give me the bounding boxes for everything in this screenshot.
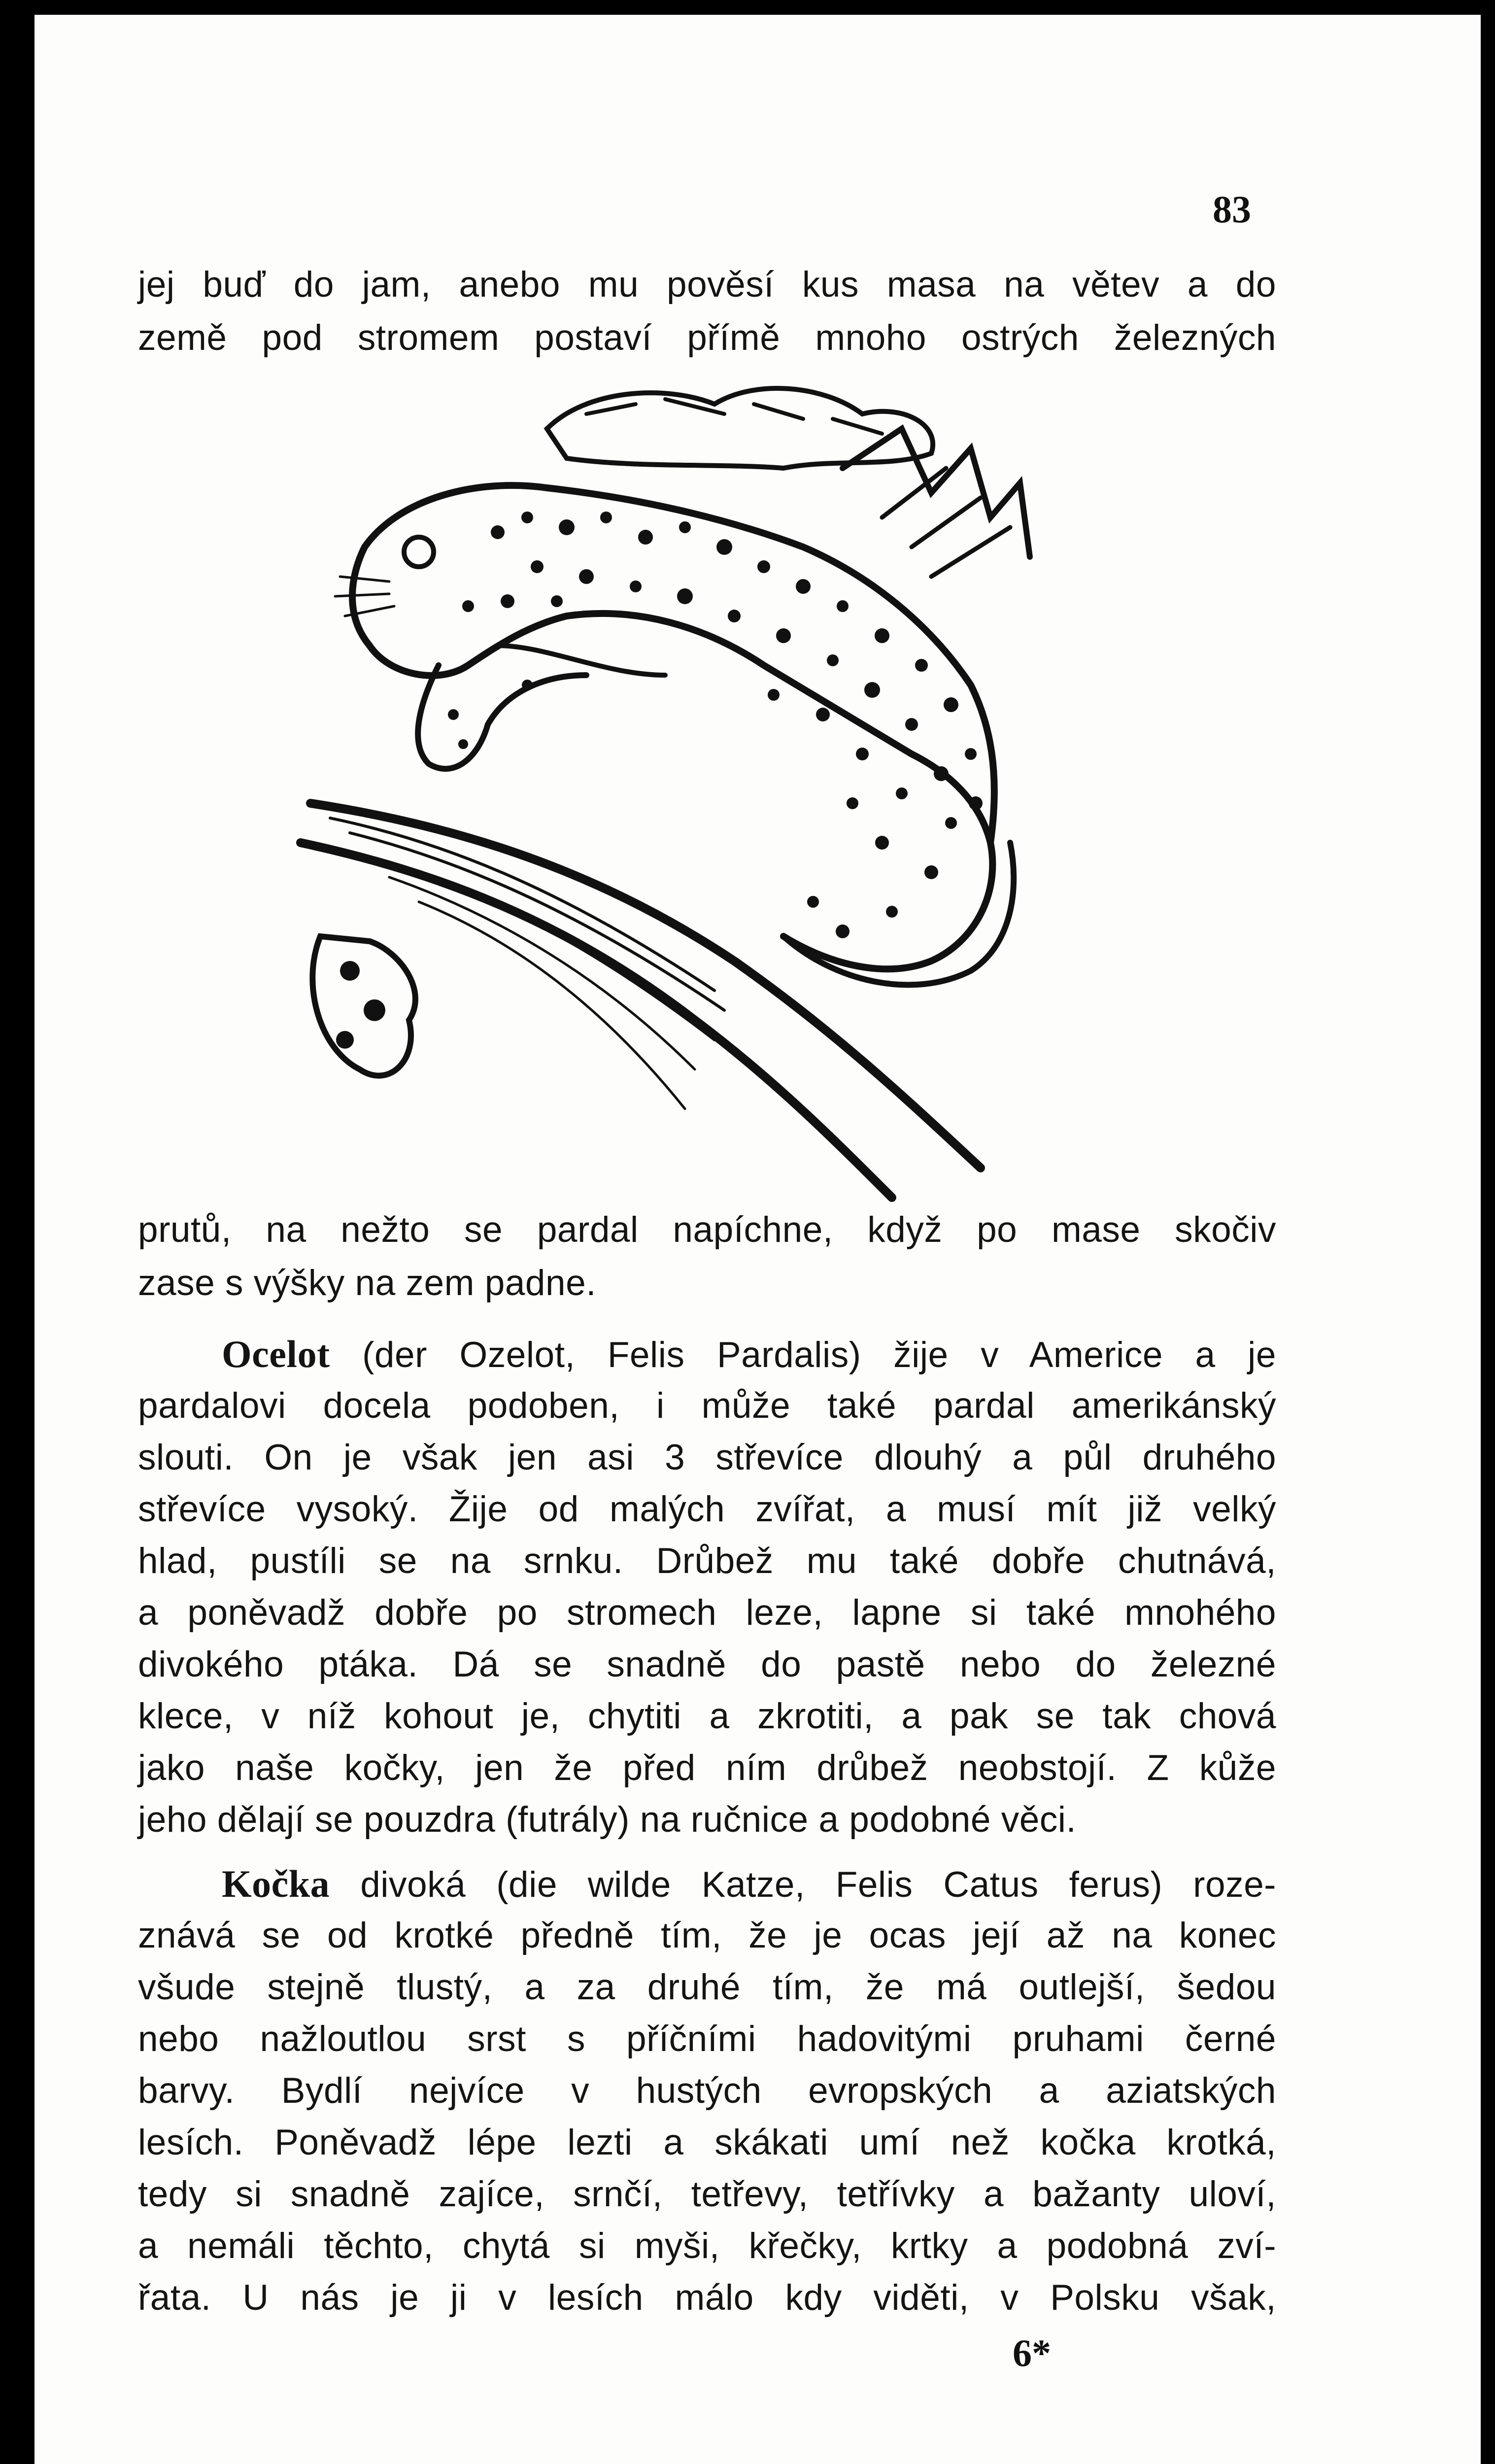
text-line: slouti. On je však jen asi 3 střevíce dlouhý a půl druhého [138,1437,1276,1477]
paragraph-start [222,1331,1276,1378]
text-line: a nemáli těchto, chytá si myši, křečky, krtky a podobná zví- [138,2226,1276,2266]
text-line: jako naše kočky, jen že před ním drůbež neobstojí. Z kůže [138,1748,1276,1788]
text-line: lesích. Poněvadž lépe lezti a skákati umí než kočka krotká, [138,2122,1276,2162]
term-kocka: Kočka [222,1862,330,1905]
signature-mark: 6* [1013,2331,1051,2374]
text-line: a poněvadž dobře po stromech leze, lapne si také mnohého [138,1593,1276,1633]
page-number: 83 [1213,188,1251,231]
text-line: jej buď do jam, anebo mu pověsí kus masa na větev a do [138,265,1276,305]
text-line: klece, v níž kohout je, chytiti a zkrotiti, a pak se tak chová [138,1696,1276,1736]
text-line: řata. U nás je ji v lesích málo kdy viděti, v Polsku však, [138,2278,1276,2318]
text-line: barvy. Bydlí nejvíce v hustých evropských a aziatských [138,2071,1276,2111]
text-line: zase s výšky na zem padne. [138,1263,596,1303]
text-line: znává se od krotké předně tím, že je ocas její až na konec [138,1916,1276,1955]
text-line: prutů, na nežto se pardal napíchne, když po mase skočiv [138,1210,1276,1250]
text-line: nebo nažloutlou srst s příčními hadovitými pruhami černé [138,2019,1276,2059]
term-ocelot: Ocelot [222,1333,330,1375]
text-line: tedy si snadně zajíce, srnčí, tetřevy, tetřívky a bažanty uloví, [138,2174,1276,2214]
text-line: všude stejně tlustý, a za druhé tím, že má outlejší, šedou [138,1967,1276,2007]
text-line: jeho dělají se pouzdra (futrály) na ručnice a podobné věci. [138,1800,1077,1840]
text-line: střevíce vysoký. Žije od malých zvířat, a musí mít již velký [138,1489,1276,1529]
text-line: pardalovi docela podoben, i může také pardal amerikánský [138,1386,1276,1426]
text-line: hlad, pustíli se na srnku. Drůbež mu také dobře chutnává, [138,1541,1276,1581]
text-line: divokého ptáka. Dá se snadně do pastě nebo do železné [138,1644,1276,1684]
leopard-illustration [291,370,1173,1207]
paragraph-start [222,1860,1276,1908]
text-span: divoká (die wilde Katze, Felis Catus ferus) roze- [360,1865,1276,1905]
text-line: země pod stromem postaví přímě mnoho ostrých železných [138,318,1276,358]
text-span: (der Ozelot, Felis Pardalis) žije v Americe a je [362,1335,1276,1375]
book-page [34,15,1481,2464]
